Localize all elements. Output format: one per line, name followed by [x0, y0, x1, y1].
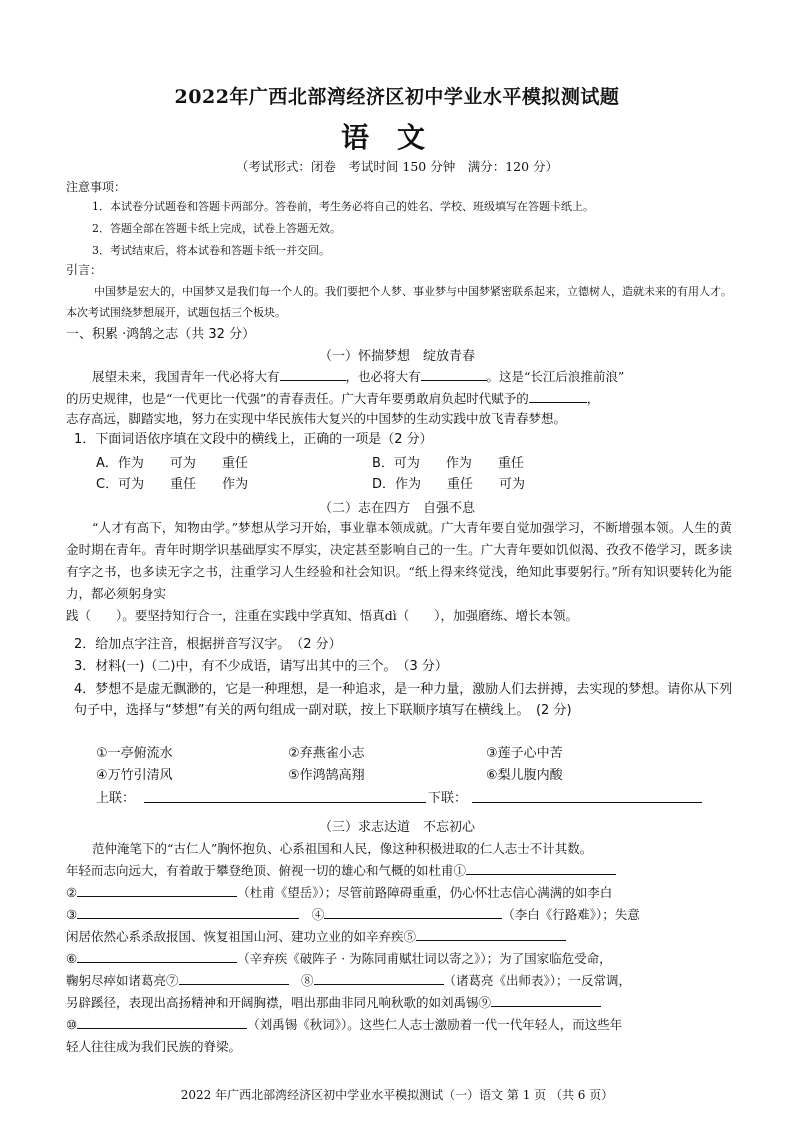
choice-5: ⑤作鸿鹄高翔	[288, 768, 365, 783]
exam-title: 2022年广西北部湾经济区初中学业水平模拟测试题	[174, 86, 620, 108]
poem-blank-5[interactable]	[416, 926, 566, 941]
fill-blank-3[interactable]	[529, 388, 587, 403]
option-b[interactable]: B．可为 作为 重任	[372, 456, 524, 471]
exam-info: （考试形式：闭卷 考试时间 150 分钟 满分：120 分）	[235, 159, 559, 174]
poem-blank-10[interactable]	[77, 1014, 247, 1029]
poem-blank-6[interactable]	[77, 948, 237, 963]
notice-item: 2．答题全部在答题卡纸上完成，试卷上答题无效。	[92, 222, 341, 235]
question-3: 3．材料(一)（二)中，有不少成语，请写出其中的三个。 （3 分）	[74, 659, 448, 674]
option-a[interactable]: A．作为 可为 重任	[96, 456, 248, 471]
part2-text-end: 践（ ）。要坚持知行合一，注重在实践中学真知、悟真dì（ ），加强磨练、增长本领。	[66, 608, 579, 623]
fill-blank-1[interactable]	[280, 366, 346, 381]
part1-line3: 志存高远，脚踏实地，努力在实现中华民族伟大复兴的中国梦的生动实践中放飞青春梦想。	[66, 411, 567, 426]
part3-line1: 范仲淹笔下的“古仁人”胸怀抱负、心系祖国和人民，像这种积极进取的仁人志士不计其数。	[92, 841, 593, 856]
part3-line7: 鞠躬尽瘁如诸葛亮⑦ ⑧ （诸葛亮《出师表》）；一反常调，	[66, 970, 732, 991]
poem-blank-2[interactable]	[77, 882, 237, 897]
subject-heading: 语文	[340, 121, 453, 154]
notice-heading: 注意事项：	[66, 180, 127, 194]
part3-line9: ⑩ （刘禹锡《秋词》）。这些仁人志士激励着一代一代年轻人，而这些年	[66, 1014, 732, 1035]
part3-line2: 年轻而志向远大，有着敢于攀登绝顶、俯视一切的雄心和气概的如杜甫①	[66, 860, 732, 881]
poem-blank-1[interactable]	[466, 860, 616, 875]
part3-line6: ⑥ （辛弃疾《破阵子 · 为陈同甫赋壮词以寄之》）；为了国家临危受命，	[66, 948, 732, 969]
part3-line5: 闲居依然心系杀敌报国、恢复祖国山河、建功立业的如辛弃疾⑤	[66, 926, 732, 947]
question-2: 2．给加点字注音，根据拼音写汉字。 （2 分）	[74, 637, 342, 652]
part3-line3: ② （杜甫《望岳》）；尽管前路障碍重重，仍心怀壮志信心满满的如李白	[66, 882, 732, 903]
part-1-title: （一）怀揣梦想 绽放青春	[318, 349, 475, 364]
part3-line4: ③ ④ （李白《行路难》）；失意	[66, 904, 732, 925]
poem-blank-4[interactable]	[324, 904, 502, 919]
option-d[interactable]: D．作为 重任 可为	[372, 477, 526, 492]
notice-item: 1．本试卷分试题卷和答题卡两部分。答卷前，考生务必将自己的姓名、学校、班级填写在答题卡纸上。	[92, 200, 594, 213]
part2-text: “人才有高下，知物由学。”梦想从学习开始，事业靠本领成就。广大青年要自觉加强学习，不断增强本领。人生的黄金时期在青年。青年时期学识基础厚实不厚实，决定甚至影响自己的一生。广大青年要如饥似渴、孜孜不倦学习，既多读有字之书，也多读无字之书，注重学习人生经验和社会知识。“纸上得来终觉浅，绝知此事要躬行。”所有知识要转化为能力，都必须躬身实	[66, 520, 732, 601]
choice-3: ③莲子心中苦	[486, 746, 563, 761]
upper-couplet-label: 上联：	[96, 791, 136, 806]
lower-couplet-label: 下联：	[428, 791, 468, 806]
part3-line8: 另辟蹊径，表现出高扬精神和开阔胸襟，唱出那曲非同凡响秋歌的如刘禹锡⑨	[66, 992, 732, 1013]
choice-1: ①一亭俯流水	[96, 746, 173, 761]
lower-couplet-line[interactable]	[472, 801, 702, 803]
part3-line10: 轻人往往成为我们民族的脊梁。	[66, 1039, 242, 1054]
poem-blank-7[interactable]	[179, 970, 289, 985]
choice-6: ⑥梨儿腹内酸	[486, 768, 563, 783]
poem-blank-9[interactable]	[491, 992, 601, 1007]
intro-heading: 引言：	[66, 263, 103, 277]
fill-blank-2[interactable]	[421, 366, 487, 381]
poem-blank-3[interactable]	[77, 904, 299, 919]
choice-2: ②弃燕雀小志	[288, 746, 365, 761]
question-1: 1．下面词语依序填在文段中的横线上，正确的一项是（2 分）	[74, 432, 433, 447]
part1-line1: 展望未来，我国青年一代必将大有 ，也必将大有 。这是“长江后浪推前浪”	[92, 366, 732, 387]
option-c[interactable]: C．可为 重任 作为	[96, 477, 249, 492]
section-1-title: 一、积累 ·鸿鹄之志（共 32 分）	[66, 327, 256, 342]
upper-couplet-line[interactable]	[144, 801, 426, 803]
notice-item: 3．考试结束后，将本试卷和答题卡纸一并交回。	[92, 244, 330, 257]
poem-blank-8[interactable]	[314, 970, 444, 985]
intro-text: 中国梦是宏大的，中国梦又是我们每一个人的。我们要把个人梦、事业梦与中国梦紧密联系起来，立德树人，造就未来的有用人才。本次考试围绕梦想展开，试题包括三个板块。	[66, 285, 732, 319]
page-footer: 2022 年广西北部湾经济区初中学业水平模拟测试（一）语文 第 1 页 （共 6 页）	[180, 1088, 614, 1102]
part1-line2: 的历史规律，也是“一代更比一代强”的青春责任。广大青年要勇敢肩负起时代赋予的 ，	[66, 388, 732, 409]
choice-4: ④万竹引清风	[96, 768, 173, 783]
part-2-title: （二）志在四方 自强不息	[318, 501, 475, 516]
question-4: 4．梦想不是虚无飘渺的，它是一种理想，是一种追求，是一种力量，激励人们去拼搏，去实现的梦想。请你从下列句子中，选择与“梦想”有关的两句组成一副对联，按上下联顺序填写在横线上。 (2 分)	[74, 682, 733, 718]
part-3-title: （三）求志达道 不忘初心	[318, 820, 475, 835]
